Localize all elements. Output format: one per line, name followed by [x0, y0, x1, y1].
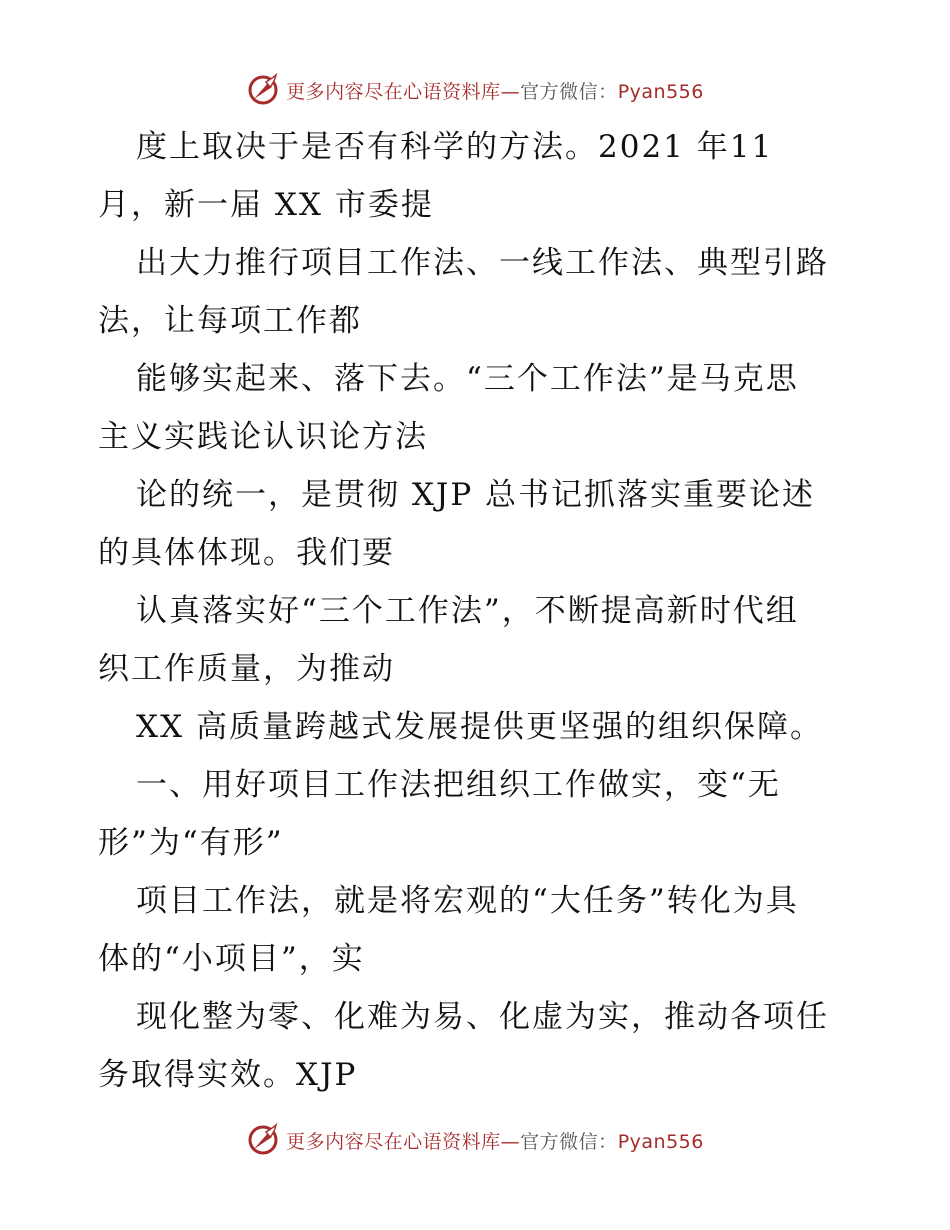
banner-wechat-id: Pyan556	[617, 80, 704, 103]
banner-separator: —	[500, 1130, 521, 1153]
text-line: 出大力推行项目工作法、一线工作法、典型引路	[136, 245, 829, 281]
section-heading-line: 形”为“有形”	[98, 825, 284, 861]
banner-wechat-label: 官方微信：	[520, 1130, 618, 1153]
text-line: 项目工作法，就是将宏观的“大任务”转化为具	[136, 883, 799, 919]
banner-site-name: 更多内容尽在心语资料库	[286, 80, 501, 103]
text-line: 织工作质量，为推动	[98, 651, 395, 687]
text-line: 能够实起来、落下去。“三个工作法”是马克思	[136, 361, 799, 397]
feather-pen-circle-icon	[246, 73, 280, 107]
header-watermark-banner	[0, 70, 950, 110]
text-line: XX 高质量跨越式发展提供更坚强的组织保障。	[136, 709, 823, 745]
text-line: 现化整为零、化难为易、化虚为实，推动各项任	[136, 999, 829, 1035]
banner-wechat-label: 官方微信：	[520, 80, 618, 103]
banner-separator: —	[500, 80, 521, 103]
text-line: 的具体体现。我们要	[98, 535, 395, 571]
text-line: 度上取决于是否有科学的方法。2021 年11	[136, 129, 774, 165]
text-line: 体的“小项目”，实	[98, 941, 365, 977]
document-body	[98, 118, 858, 1104]
text-line: 主义实践论认识论方法	[98, 419, 428, 455]
text-line: 论的统一，是贯彻 XJP 总书记抓落实重要论述	[136, 477, 816, 513]
text-line: 月，新一届 XX 市委提	[98, 187, 434, 223]
banner-site-name: 更多内容尽在心语资料库	[286, 1130, 501, 1153]
section-heading-line: 一、用好项目工作法把组织工作做实，变“无	[136, 767, 781, 803]
text-line: 法，让每项工作都	[98, 303, 362, 339]
banner-text	[286, 1127, 704, 1154]
text-line: 务取得实效。XJP	[98, 1057, 358, 1093]
banner-text	[286, 77, 704, 104]
footer-watermark-banner	[0, 1120, 950, 1160]
feather-pen-circle-icon	[246, 1123, 280, 1157]
text-line: 认真落实好“三个工作法”，不断提高新时代组	[136, 593, 799, 629]
banner-wechat-id: Pyan556	[617, 1130, 704, 1153]
